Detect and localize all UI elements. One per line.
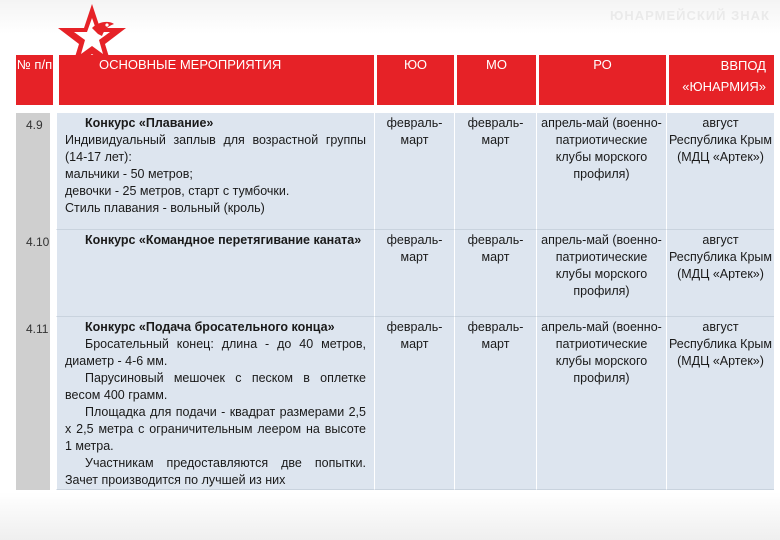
table-header-row	[16, 55, 774, 105]
table-row	[16, 113, 774, 230]
row-number: 4.10	[16, 230, 56, 317]
event-title: Конкурс «Плавание»	[85, 116, 214, 130]
ro-period: апрель-май (военно-патриотические клубы морского профиля)	[536, 317, 666, 490]
yu-period: февраль-март	[374, 113, 454, 230]
bottom-decoration	[0, 492, 780, 540]
event-description: Конкурс «Подача бросательного конца» Бросательный конец: длина - до 40 метров, диаметр - 4-6 мм. Парусиновый мешочек с песком в оплетке весом 400 грамм. Площадка для подачи - квадрат размерами 2,5 х 2,5 метра с ограничительным леером на высоте 1 метра. Участникам предоставляются две попытки. Зачет производится по лучшей из них	[56, 317, 374, 490]
ev-period: август Республика Крым (МДЦ «Артек»)	[666, 113, 774, 230]
corner-text: ЮНАРМЕЙСКИЙ ЗНАК	[609, 8, 770, 23]
col-ev-header: ВВПОД «ЮНАРМИЯ»	[666, 55, 774, 105]
mo-period: февраль-март	[454, 113, 536, 230]
ro-period: апрель-май (военно-патриотические клубы морского профиля)	[536, 230, 666, 317]
event-title: Конкурс «Командное перетягивание каната»	[85, 233, 362, 247]
ev-period: август Республика Крым (МДЦ «Артек»)	[666, 317, 774, 490]
row-number: 4.11	[16, 317, 56, 490]
event-description	[56, 230, 374, 317]
row-number: 4.9	[16, 113, 56, 230]
col-number-header: № п/п	[16, 55, 56, 105]
yu-period: февраль-март	[374, 317, 454, 490]
table-row	[16, 230, 774, 317]
col-ro-header: РО	[536, 55, 666, 105]
yu-period: февраль-март	[374, 230, 454, 317]
ev-period: август Республика Крым (МДЦ «Артек»)	[666, 230, 774, 317]
col-mo-header: МО	[454, 55, 536, 105]
events-table	[16, 55, 774, 490]
mo-period: февраль-март	[454, 317, 536, 490]
table-row	[16, 317, 774, 490]
ro-period: апрель-май (военно-патриотические клубы морского профиля)	[536, 113, 666, 230]
event-title: Конкурс «Подача бросательного конца»	[85, 320, 335, 334]
event-description: Конкурс «Плавание» Индивидуальный заплыв для возрастной группы (14-17 лет): мальчики - 50 метров; девочки - 25 метров, старт с тумбочки. Стиль плавания - вольный (кроль)	[56, 113, 374, 230]
mo-period: февраль-март	[454, 230, 536, 317]
col-events-header: ОСНОВНЫЕ МЕРОПРИЯТИЯ	[56, 55, 374, 105]
col-yu-header: ЮО	[374, 55, 454, 105]
